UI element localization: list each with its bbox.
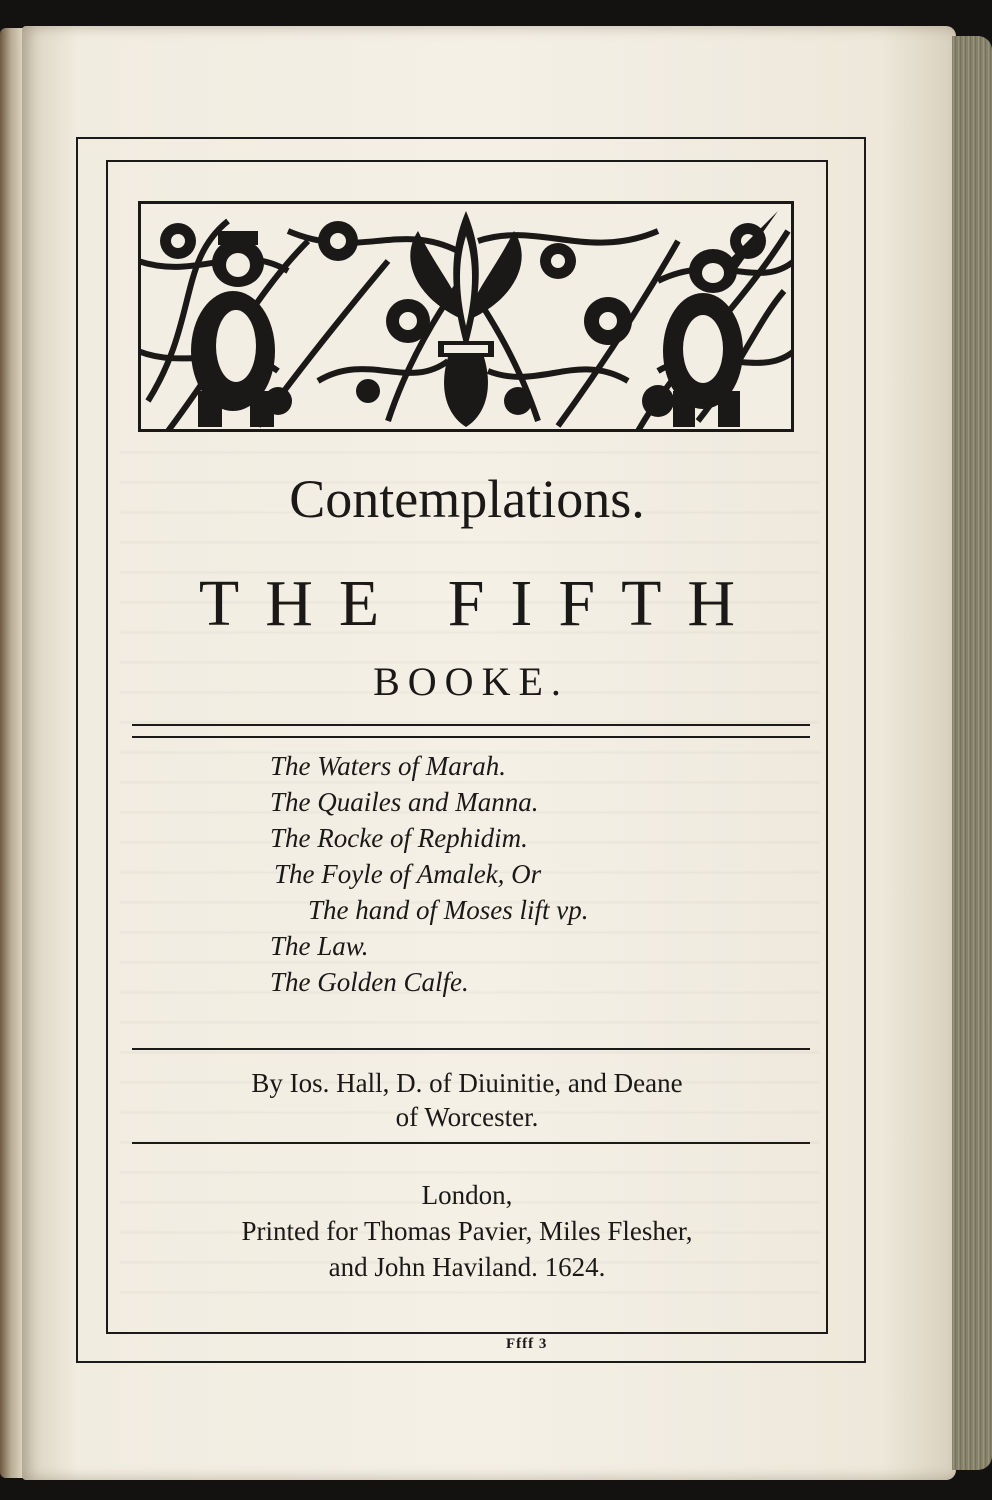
left-page-edge — [0, 28, 24, 1478]
contents-item: The Foyle of Amalek, Or — [274, 859, 542, 889]
contents-item: The Law. — [270, 931, 369, 961]
title-booke: BOOKE. — [373, 659, 569, 704]
rule-top — [132, 724, 810, 726]
imprint-printers: Printed for Thomas Pavier, Miles Flesher, — [241, 1216, 693, 1246]
contents-item: The Rocke of Rephidim. — [270, 823, 528, 853]
rule-bottom — [132, 1142, 810, 1144]
contents-item: The hand of Moses lift vp. — [308, 895, 589, 925]
page-fore-edge — [952, 36, 992, 1470]
title-contemplations: Contemplations. — [289, 469, 645, 529]
imprint-date: and John Haviland. 1624. — [328, 1252, 606, 1282]
contents-item: The Quailes and Manna. — [270, 787, 539, 817]
contents-item: The Waters of Marah. — [270, 751, 507, 781]
author-line-2: of Worcester. — [395, 1102, 539, 1132]
woodcut-headpiece-icon — [138, 201, 794, 432]
rule-top-second — [132, 736, 810, 738]
contents-item: The Golden Calfe. — [270, 967, 469, 997]
author-line-1: By Ios. Hall, D. of Diuinitie, and Deane — [251, 1068, 683, 1098]
title-the-fifth: THE FIFTH — [198, 567, 762, 640]
rule-middle — [132, 1048, 810, 1050]
imprint — [106, 1177, 828, 1285]
contents-list — [270, 748, 790, 1000]
imprint-place: London, — [421, 1180, 513, 1210]
signature-mark: Ffff 3 — [506, 1336, 548, 1352]
author-statement — [106, 1066, 828, 1134]
